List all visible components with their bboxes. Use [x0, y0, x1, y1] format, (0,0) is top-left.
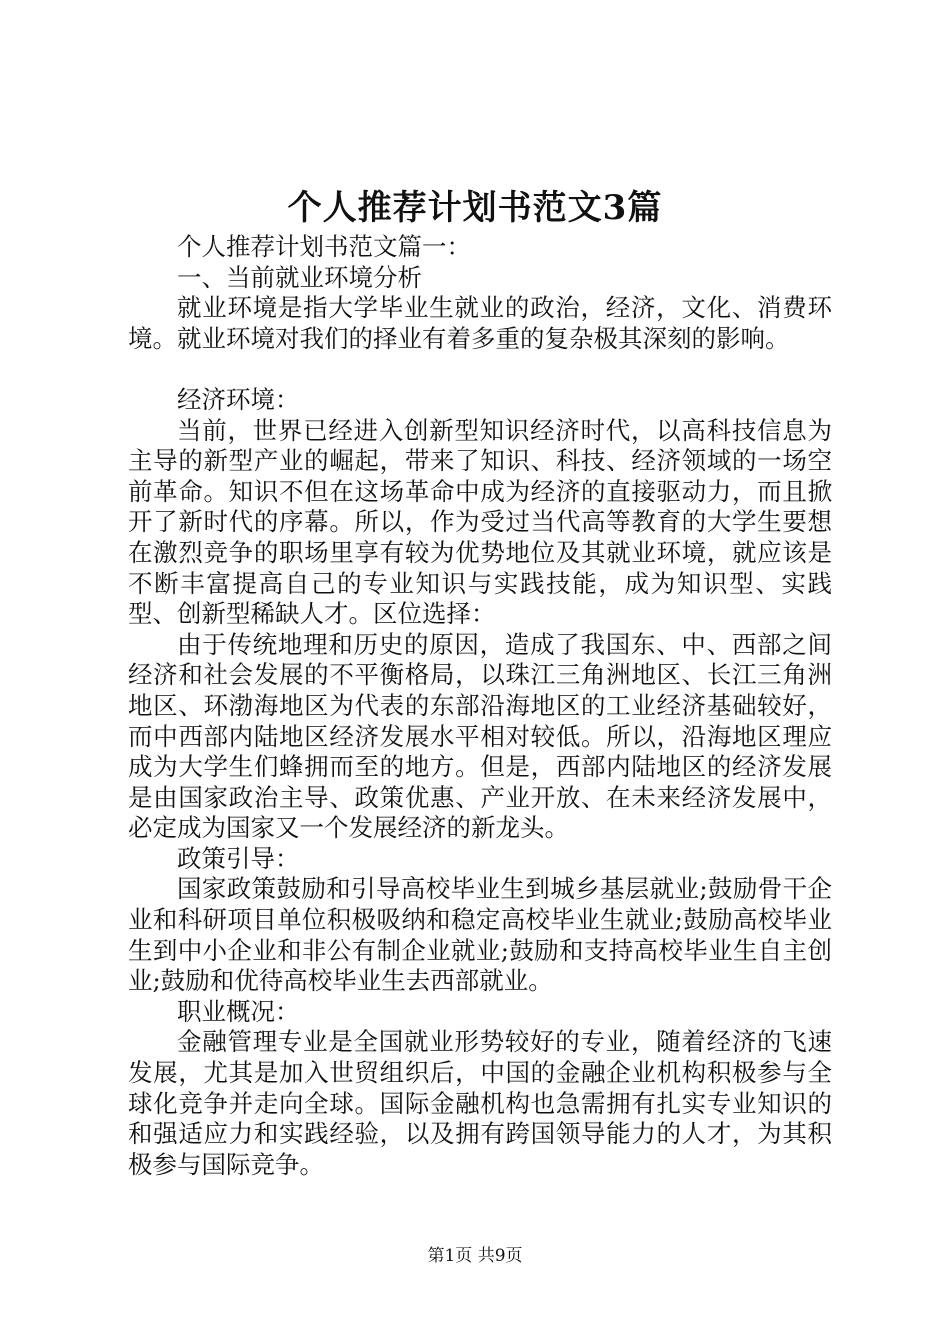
paragraph: 就业环境是指大学毕业生就业的政治，经济，文化、消费环境。就业环境对我们的择业有着多重的复杂极其深刻的影响。	[128, 293, 832, 353]
subsection-heading: 一、当前就业环境分析	[177, 262, 422, 292]
document-title: 个人推荐计划书范文3篇	[287, 188, 663, 228]
subsection-heading: 政策引导：	[177, 843, 300, 873]
paragraph: 由于传统地理和历史的原因，造成了我国东、中、西部之间经济和社会发展的不平衡格局，以珠江三角洲地区、长江三角洲地区、环渤海地区为代表的东部沿海地区的工业经济基础较好，而中西部内陆地区经济发展水平相对较低。所以，沿海地区理应成为大学生们蜂拥而至的地方。但是，西部内陆地区的经济发展是由国家政治主导、政策优惠、产业开放、在未来经济发展中，必定成为国家又一个发展经济的新龙头。	[128, 629, 832, 843]
paragraph: 当前，世界已经进入创新型知识经济时代，以高科技信息为主导的新型产业的崛起，带来了知识、科技、经济领域的一场空前革命。知识不但在这场革命中成为经济的直接驱动力，而且掀开了新时代的序幕。所以，作为受过当代高等教育的大学生要想在激烈竞争的职场里享有较为优势地位及其就业环境，就应该是不断丰富提高自己的专业知识与实践技能，成为知识型、实践型、创新型稀缺人才。区位选择：	[128, 415, 832, 629]
blank-line	[128, 354, 832, 385]
page-footer: 第1页 共9页	[427, 1246, 523, 1266]
paragraph: 国家政策鼓励和引导高校毕业生到城乡基层就业;鼓励骨干企业和科研项目单位积极吸纳和稳定高校毕业生就业;鼓励高校毕业生到中小企业和非公有制企业就业;鼓励和支持高校毕业生自主创业;鼓励和优待高校毕业生去西部就业。	[128, 874, 832, 996]
subsection-heading: 职业概况：	[177, 996, 300, 1026]
paragraph: 金融管理专业是全国就业形势较好的专业，随着经济的飞速发展，尤其是加入世贸组织后，中国的金融企业机构积极参与全球化竞争并走向全球。国际金融机构也急需拥有扎实专业知识的和强适应力和实践经验，以及拥有跨国领导能力的人才，为其积极参与国际竞争。	[128, 1027, 832, 1179]
section-heading: 个人推荐计划书范文篇一：	[177, 232, 471, 261]
document-body	[128, 232, 832, 1180]
subsection-heading: 经济环境：	[177, 384, 300, 414]
